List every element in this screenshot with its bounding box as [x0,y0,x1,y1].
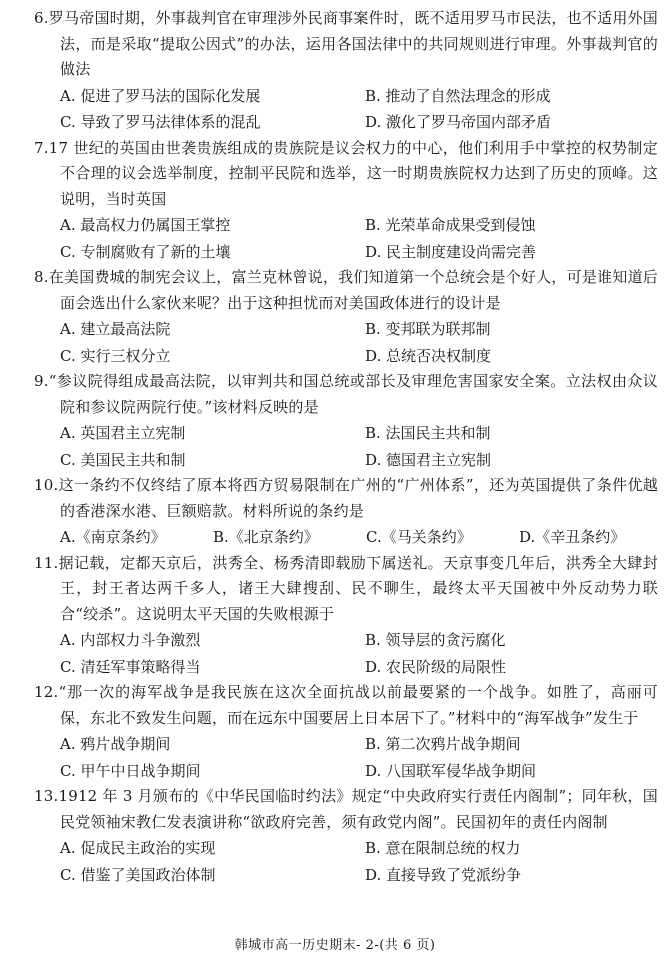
option-c: C. 美国民主共和制 [60,450,186,469]
option-c: C.《马关条约》 [366,528,472,546]
option-d: D. 直接导致了党派纷争 [365,865,522,884]
option-a: A. 促成民主政治的实现 [60,839,216,857]
option-d: D. 总统否决权制度 [365,346,492,365]
option-d: D. 激化了罗马帝国内部矛盾 [365,113,552,131]
question-stem: 13.1912 年 3 月颁布的《中华民国临时约法》规定“中央政府实行责任内阁制”；同年秋，国民党领袖宋教仁发表演讲称“欲政府完善，须有政党内阁”。民国初年的责任内阁制 [34,787,658,831]
option-group [34,316,658,369]
option-b: B. 领导层的贪污腐化 [365,631,506,649]
option-d: D.《辛丑条约》 [519,528,626,546]
option-b: B. 意在限制总统的权力 [365,839,521,857]
option-b: B. 法国民主共和制 [365,424,491,442]
option-a: A.《南京条约》 [60,528,166,546]
question-8 [34,265,658,369]
option-group [34,731,658,784]
option-a: A. 英国君主立宪制 [60,424,186,442]
question-13 [34,784,658,888]
option-a: A. 建立最高法院 [60,320,171,338]
option-c: C. 清廷军事策略得当 [60,657,201,676]
question-stem: 6.罗马帝国时期，外事裁判官在审理涉外民商事案件时，既不适用罗马市民法，也不适用外国法，而是采取“提取公因式”的办法，运用各国法律中的共同规则进行审理。外事裁判官的做法 [34,9,658,78]
option-b: B. 变邦联为联邦制 [365,320,491,338]
question-stem: 10.这一条约不仅终结了原本将西方贸易限制在广州的“广州体系”，还为英国提供了条件优越的香港深水港、巨额赔款。材料所说的条约是 [34,476,658,520]
option-d: D. 农民阶级的局限性 [365,657,507,676]
question-9 [34,369,658,473]
option-c: C. 导致了罗马法律体系的混乱 [60,113,261,131]
option-a: A. 促进了罗马法的国际化发展 [60,86,261,105]
question-stem: 9.“参议院得组成最高法院，以审判共和国总统或部长及审理危害国家安全案。立法权由众议院和参议院两院行使。”该材料反映的是 [34,372,658,416]
option-c: C. 借鉴了美国政治体制 [60,865,216,884]
option-a: A. 最高权力仍属国王掌控 [60,216,231,234]
question-7 [34,136,658,266]
question-6 [34,6,658,136]
option-b: B.《北京条约》 [213,528,319,546]
page-footer: 韩城市高一历史期末- 2-(共 6 页) [234,938,436,953]
option-a: A. 内部权力斗争激烈 [60,631,201,649]
option-b: B. 推动了自然法理念的形成 [365,86,551,105]
option-c: C. 专制腐败有了新的土壤 [60,242,231,261]
option-d: D. 民主制度建设尚需完善 [365,242,537,261]
question-stem: 11.据记载，定都天京后，洪秀全、杨秀清即载励下属送礼。天京事变几年后，洪秀全大肆封王，封王者达两千多人，诸王大肆搜刮、民不聊生，最终太平天国被中外反动势力联合“绞杀”。这说明太平天国的失败根源于 [34,553,658,623]
question-stem: 8.在美国费城的制宪会议上，富兰克林曾说，我们知道第一个总统会是个好人，可是谁知道后面会选出什么家伙来呢？出于这种担忧而对美国政体进行的设计是 [34,268,658,312]
question-list [34,6,658,888]
option-group [34,83,658,136]
option-group [34,524,658,551]
option-d: D. 八国联军侵华战争期间 [365,761,537,780]
option-a: A. 鸦片战争期间 [60,735,171,753]
option-group [34,835,658,888]
option-group [34,627,658,680]
option-group [34,420,658,473]
option-group [34,212,658,265]
question-stem: 7.17 世纪的英国由世袭贵族组成的贵族院是议会权力的中心，他们利用手中掌控的权势制定不合理的议会选举制度，控制平民院和选举，这一时期贵族院权力达到了历史的顶峰。这说明，当时英国 [34,138,658,208]
option-b: B. 光荣革命成果受到侵蚀 [365,216,536,234]
option-d: D. 德国君主立宪制 [365,450,492,469]
option-c: C. 甲午中日战争期间 [60,761,201,780]
question-11 [34,551,658,681]
option-c: C. 实行三权分立 [60,346,171,365]
question-stem: 12.“那一次的海军战争是我民族在这次全面抗战以前最要紧的一个战争。如胜了，高丽可保，东北不致发生问题，而在远东中国要居上日本居下了。”材料中的“海军战争”发生于 [34,683,658,727]
option-b: B. 第二次鸦片战争期间 [365,735,521,753]
question-10 [34,473,658,551]
question-12 [34,680,658,784]
